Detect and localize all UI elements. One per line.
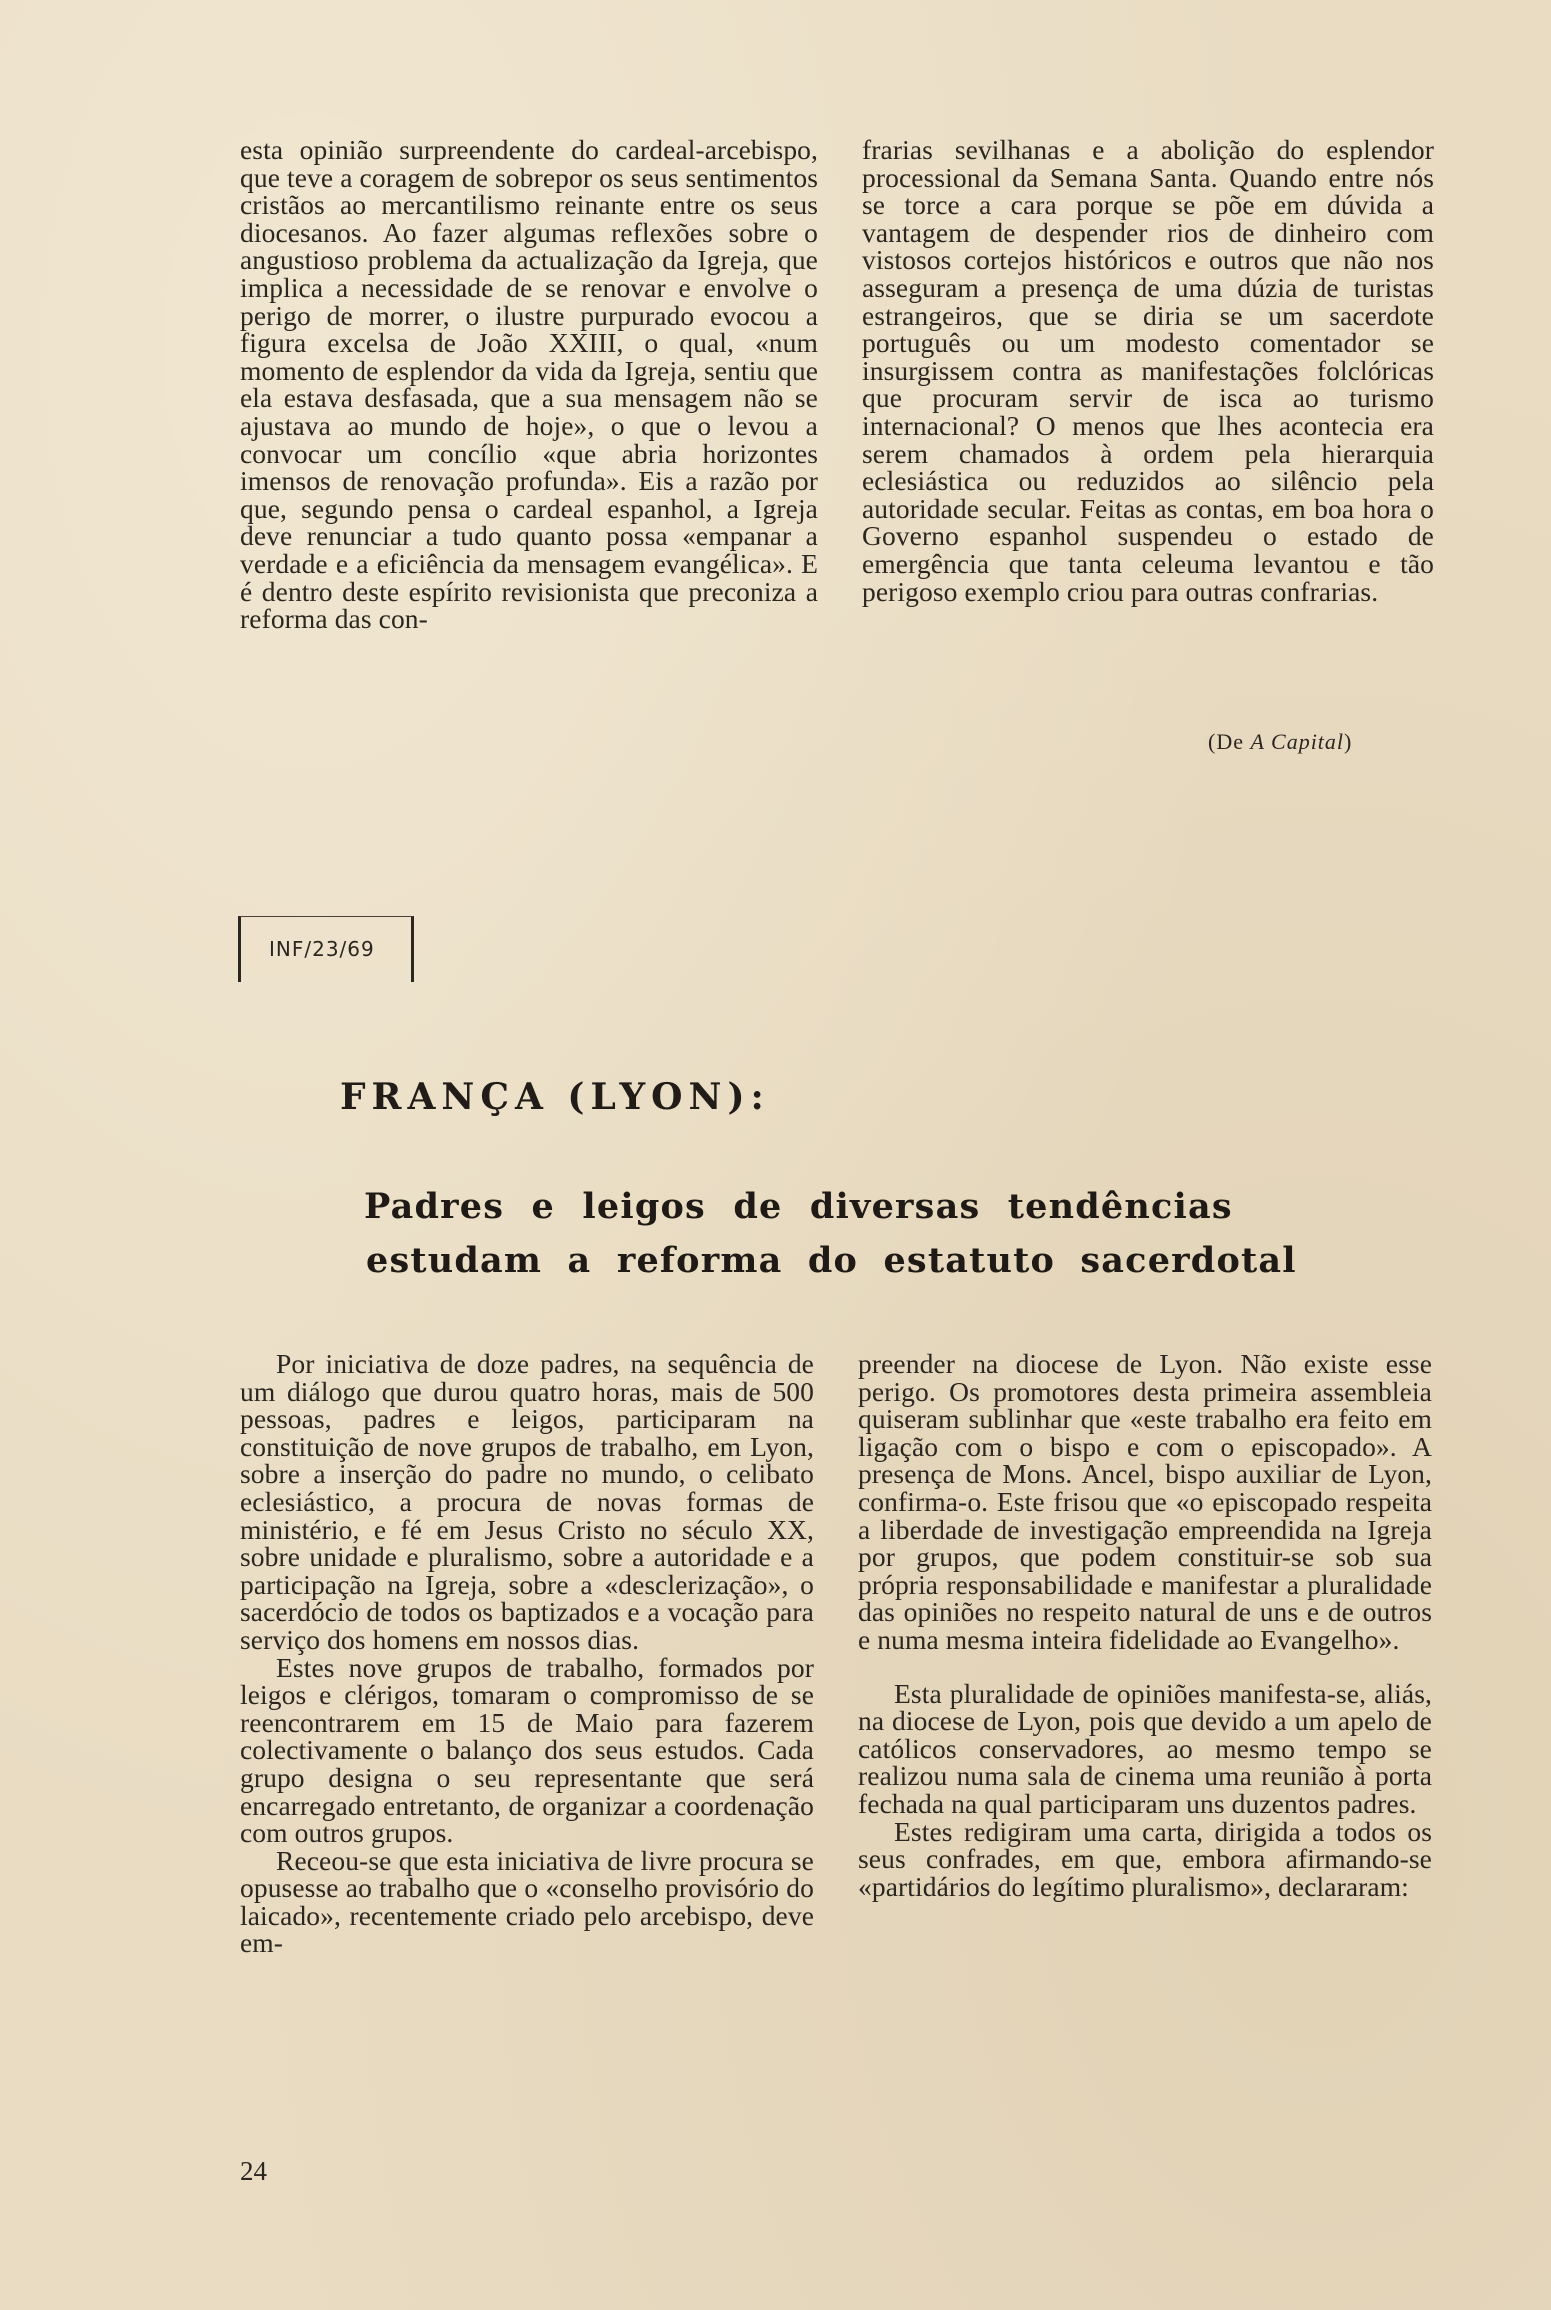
paragraph: Por iniciativa de doze padres, na sequência de um diálogo que durou quatro horas, mais de 500 pessoas, padres e leigos, participaram na constituição de nove grupos de trabalho, em Lyon, sobre a inserção do padre no mundo, o celibato eclesiástico, a procura de novas formas de ministério, e fé em Jesus Cristo no século XX, sobre unidade e pluralismo, sobre a autoridade e a participação na Igreja, sobre a «desclerização», o sacerdócio de todos os baptizados e a vocação para serviço dos homens em nossos dias. [240,1348,814,1655]
paragraph: Estes nove grupos de trabalho, formados por leigos e clérigos, tomaram o compromisso de se reencontrarem em 15 de Maio para fazerem colectivamente o balanço dos seus estudos. Cada grupo designa o seu representante que será encarregado entretanto, de organizar a coordenação com outros grupos. [240,1651,814,1849]
headline-line-2: estudam a reforma do estatuto sacerdotal [366,1240,1297,1281]
source-suffix: ) [1344,729,1353,754]
section-heading: FRANÇA (LYON): [340,1076,770,1118]
top-left-column [240,136,818,633]
paragraph: esta opinião surpreendente do cardeal-arcebispo, que teve a coragem de sobrepor os seus sentimentos cristãos ao mercantilismo reinante entre os seus diocesanos. Ao fazer algumas reflexões sobre o angustioso problema da actualização da Igreja, que implica a necessidade de se renovar e envolve o perigo de morrer, o ilustre purpurado evocou a figura excelsa de João XXIII, o qual, «num momento de esplendor da vida da Igreja, sentiu que ela estava desfasada, que a sua mensagem não se ajustava ao mundo de hoje», o que o levou a convocar um concílio «que abria horizontes imensos de renovação profunda». Eis a razão por que, segundo pensa o cardeal espanhol, a Igreja deve renunciar a tudo quanto possa «empanar a verdade e a eficiência da mensagem evangélica». E é dentro deste espírito revisionista que preconiza a reforma das con- [240,134,818,635]
paragraph: Esta pluralidade de opiniões manifesta-se, aliás, na diocese de Lyon, pois que devido a um apelo de católicos conservadores, ao mesmo tempo se realizou numa sala de cinema uma reunião à porta fechada na qual participaram uns duzentos padres. [858,1677,1432,1819]
source-name: A Capital [1250,729,1345,754]
article-left-column [240,1350,814,1957]
paragraph: Receou-se que esta iniciativa de livre procura se opusesse ao trabalho que o «conselho provisório do laicado», recentemente criado pelo arcebispo, deve em- [240,1844,814,1959]
source-prefix: (De [1208,729,1251,754]
paragraph: preender na diocese de Lyon. Não existe esse perigo. Os promotores desta primeira assembleia quiseram sublinhar que «este trabalho era feito em ligação com o bispo e com o episcopado». A presença de Mons. Ancel, bispo auxiliar de Lyon, confirma-o. Este frisou que «o episcopado respeita a liberdade de investigação empreendida na Igreja por grupos, que podem constituir-se sob sua própria responsabilidade e manifestar a pluralidade das opiniões no respeito natural de uns e de outros e numa mesma inteira fidelidade ao Evangelho». [858,1348,1432,1655]
paragraph: Estes redigiram uma carta, dirigida a todos os seus confrades, em que, embora afirmando-se «partidários do legítimo pluralismo», declararam: [858,1815,1432,1902]
reference-code: INF/23/69 [269,937,375,961]
top-right-column [862,136,1434,605]
headline-line-1: Padres e leigos de diversas tendências [364,1186,1233,1227]
paragraph: frarias sevilhanas e a abolição do esplendor processional da Semana Santa. Quando entre nós se torce a cara porque se põe em dúvida a vantagem de despender rios de dinheiro com vistosos cortejos históricos e outros que não nos asseguram a presença de uma dúzia de turistas estrangeiros, que se diria se um sacerdote português ou um modesto comentador se insurgissem contra as manifestações folclóricas que procuram servir de isca ao turismo internacional? O menos que lhes acontecia era serem chamados à ordem pela hierarquia eclesiástica ou reduzidos ao silêncio pela autoridade secular. Feitas as contas, em boa hora o Governo espanhol suspendeu o estado de emergência que tanta celeuma levantou e tão perigoso exemplo criou para outras confrarias. [862,134,1434,607]
reference-box [238,916,414,982]
page-number: 24 [240,2156,267,2186]
source-credit [1208,729,1352,755]
article-right-column [858,1350,1432,1900]
